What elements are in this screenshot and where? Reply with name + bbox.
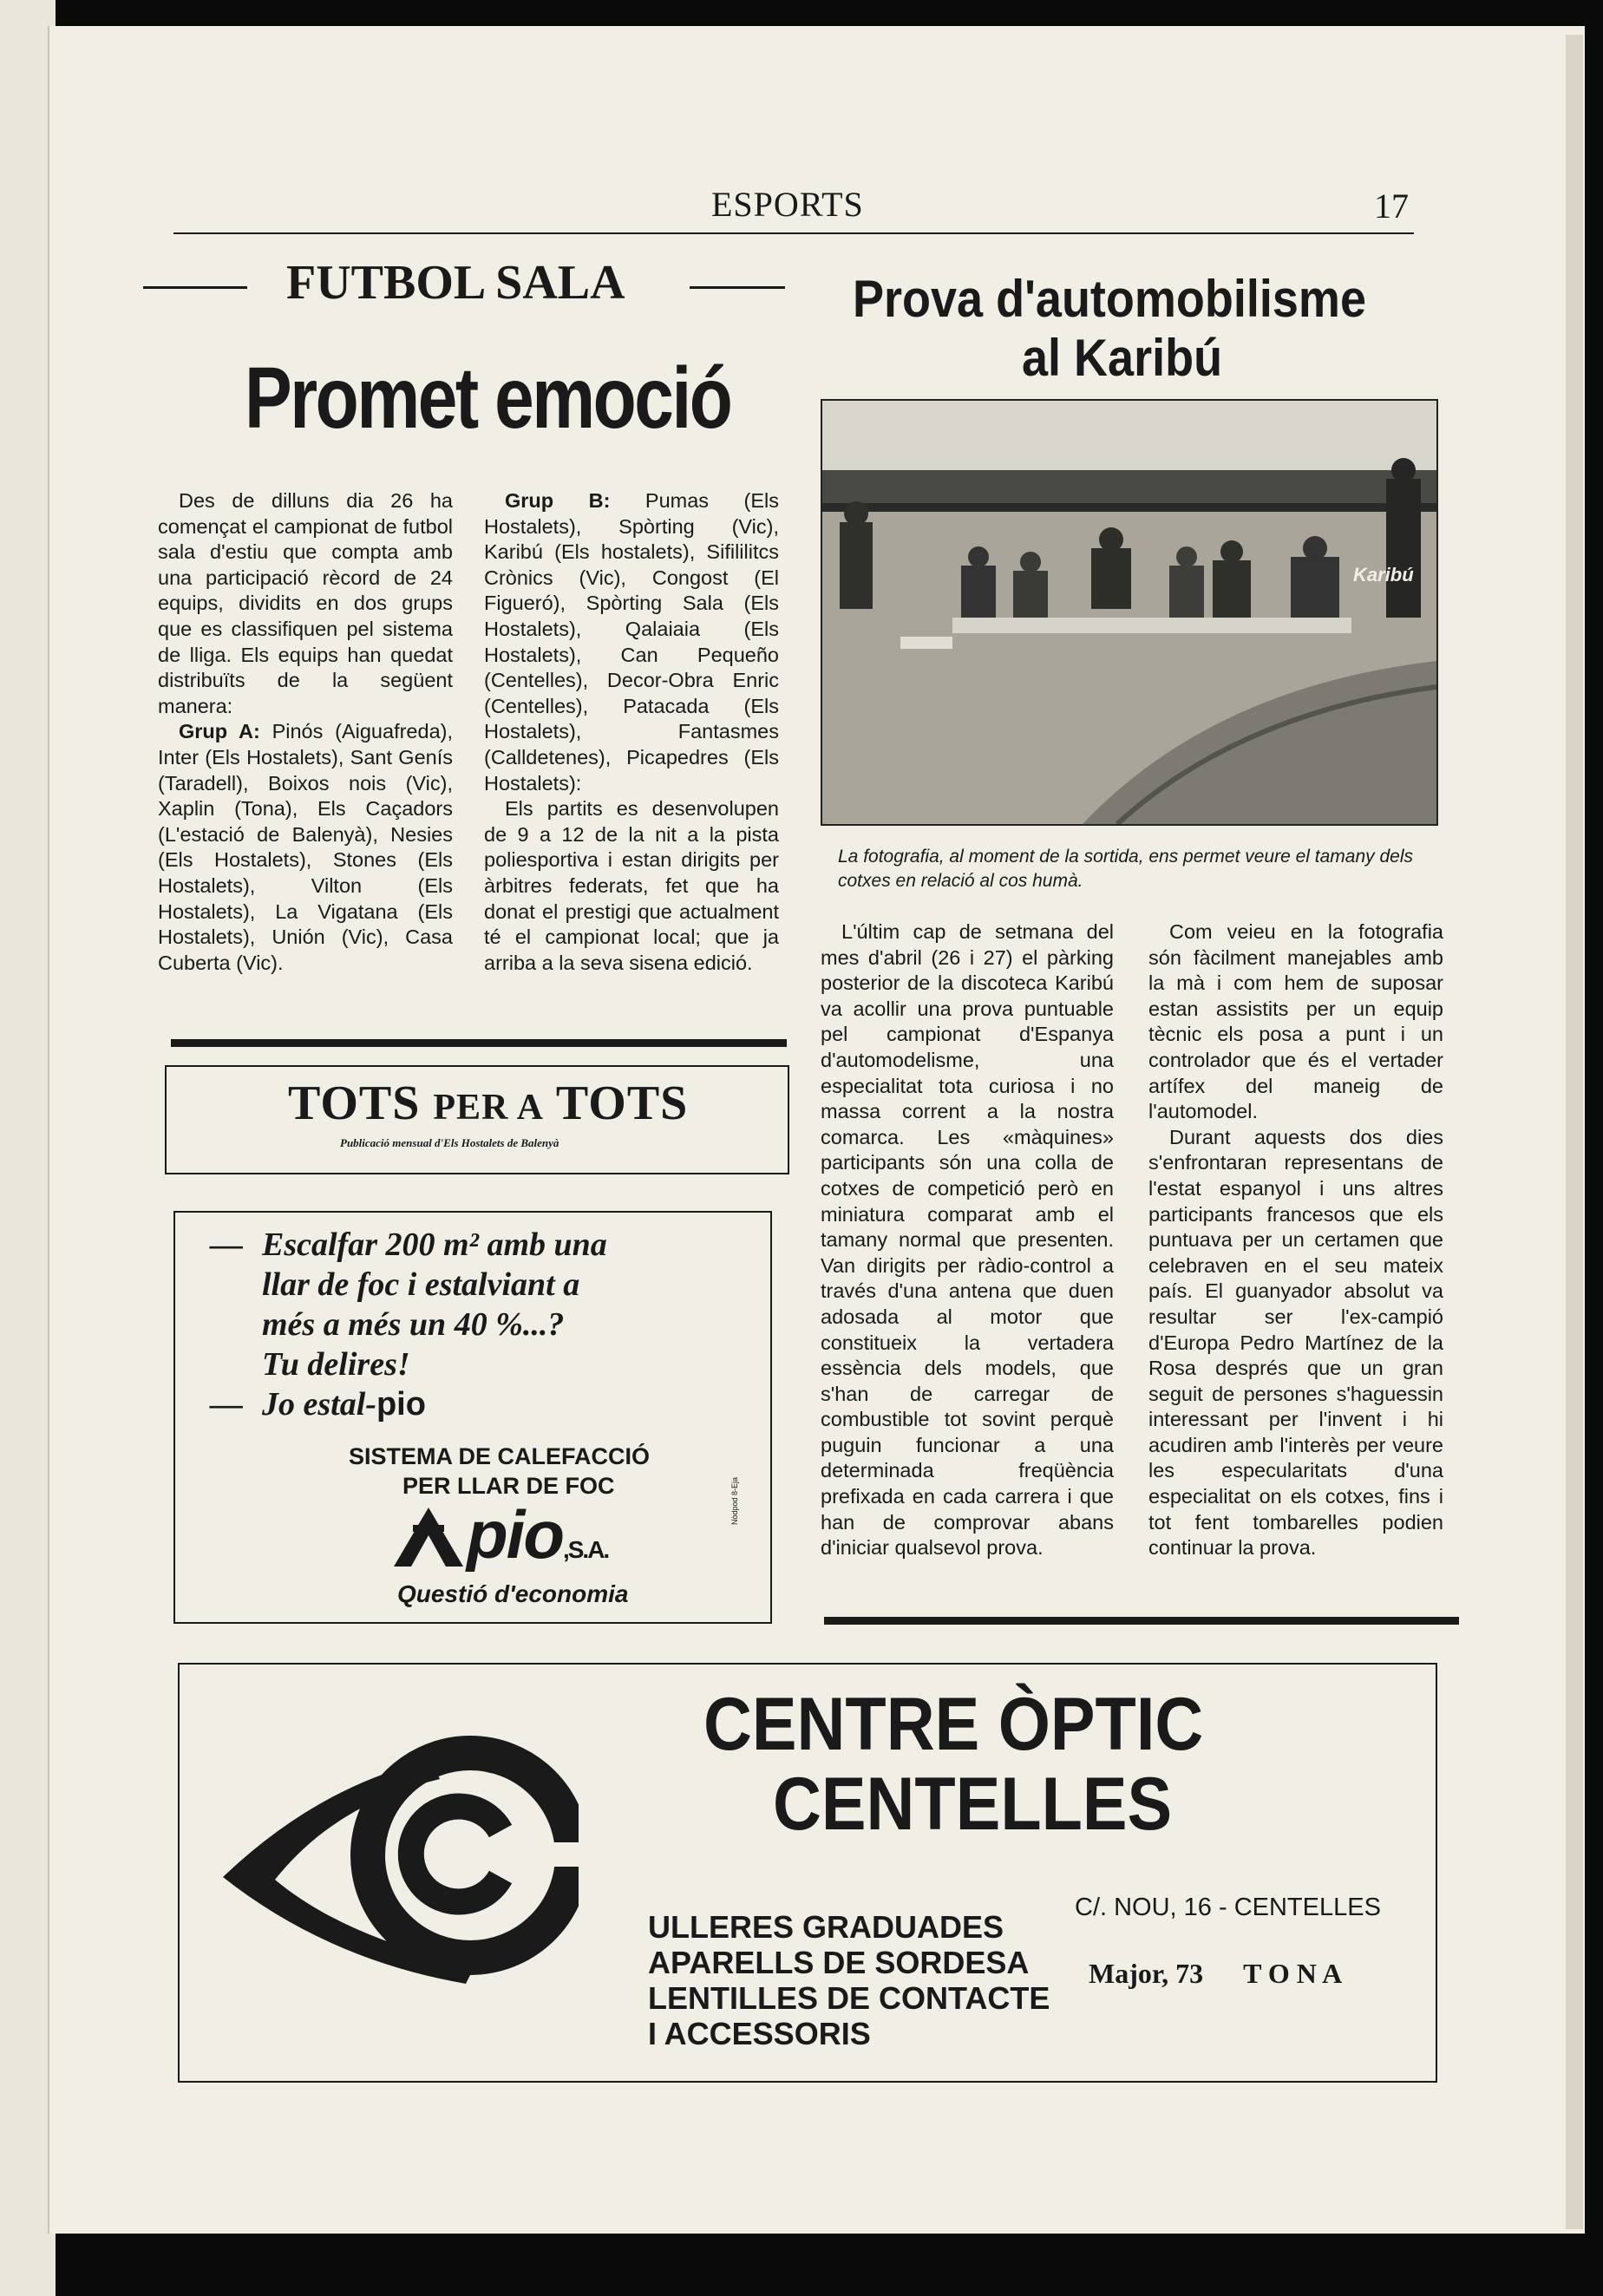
right-col1-paragraph: L'últim cap de setmana del mes d'abril (26 i 27) el pàrking posterior de la discoteca Karibú va acollir una prova puntuable pel campionat d'Espanya d'automodelisme, una especialitat tota curiosa i no massa corrent a la nostra comarca. Les «màquines» participants són una colla de cotxes de competició però en miniatura comparat amb el tamany normal que presenten. Van dirigits per ràdio-control a través d'una antena que duen adosada al motor que constitueix la vertadera essència dels models, que s'han de carregar de combustible tot sovint perquè puguin funcionar a una determinada freqüència prefixada en cada carrera i que han de comprovar abans d'iniciar qualsevol prova. [821,920,1114,1560]
pio-ad [173,1211,772,1624]
optic-address-1: C/. NOU, 16 - CENTELLES [1075,1894,1381,1921]
optic-service-3: LENTILLES DE CONTACTE [648,1980,1050,2016]
article-kicker: FUTBOL SALA [286,256,625,310]
tots-title [288,1076,688,1131]
race-photo [821,399,1438,826]
pio-slogan-line3: més a més un 40 %...? [262,1306,565,1343]
tots-subtitle: Publicació mensual d'Els Hostalets de Balenyà [340,1136,559,1149]
left-article-col1 [158,488,453,976]
pio-system-line1: SISTEMA DE CALEFACCIÓ [349,1443,651,1469]
eye-logo-icon [214,1734,579,1985]
optic-address-2: Major, 73 T O N A [1089,1958,1343,1989]
left-section-rule [171,1039,787,1047]
right-col2-paragraph2: Durant aquests dos dies s'enfrontaran representans de l'estat espanyol i uns altres participants francesos que els puntuava per un certamen que celebraven en el seu mateix país. El guanyador absolut va resultar ser l'ex-campió d'Europa Pedro Martínez de la Rosa després que un gran seguit de persones s'haguessin interessant per l'invent i hi acudiren amb l'interès per veure les especularitats d'una especialitat on els cotxes, fins i tot fent tombarelles podien continuar la prova. [1148,1125,1443,1560]
race-photo-drawing [822,401,1436,824]
optic-ad [178,1663,1437,2083]
kicker-rule-left [143,286,247,289]
section-title: ESPORTS [711,185,864,224]
pio-logo-text: pio,S.A. [467,1496,609,1573]
right-headline-line1: Prova d'automobilisme [853,270,1366,328]
schedule-paragraph: Els partits es desenvolupen de 9 a 12 de la nit a la pista poliesportiva i estan dirigits per àrbitres federats, fet que ha donat el prestigi que actualment té el campionat local; que ja arriba a la seva sisena edició. [484,797,779,974]
pio-slogan [210,1225,607,1424]
tots-title-b: PER A [433,1088,544,1128]
right-section-rule [824,1617,1459,1625]
tots-title-a: TOTS [288,1076,421,1130]
optic-name-line1: CENTRE ÒPTIC [703,1683,1204,1766]
optic-name-line2: CENTELLES [773,1763,1173,1846]
group-a-teams: Pinós (Aiguafreda), Inter (Els Hostalets), Sant Genís (Taradell), Boixos nois (Vic), Xaplin (Tona), Els Caçadors (L'estació de Balenyà), Nesies (Els Hostalets), Stones (Els Hostalets), Vilton (Els Hostalets), La Vigatana (Els Hostalets), Unión (Vic), Casa Cuberta (Vic). [158,720,453,974]
tots-ad [165,1065,789,1174]
optic-service-1: ULLERES GRADUADES [648,1909,1004,1945]
right-col2-paragraph1: Com veieu en la fotografia són fàcilment manejables amb la mà i com hem de suposar estan assistits per un equip tècnic els posa a punt i un controlador que és el vertader artífex del maneig de l'automodel. [1148,920,1443,1123]
optic-service-4: I ACCESSORIS [648,2016,871,2051]
pio-tagline: Questió d'economia [397,1580,629,1607]
article-headline: Promet emoció [245,350,731,447]
left-article-col2 [484,488,779,976]
pio-side-note: Nòdpod 8-Eja [730,1476,739,1525]
header-rule [173,232,1414,234]
page-number: 17 [1374,186,1409,226]
photo-caption: La fotografia, al moment de la sortida, ens permet veure el tamany dels cotxes en relació al cos humà. [838,847,1414,891]
right-article-col1 [821,919,1114,1561]
tots-title-c: TOTS [555,1076,689,1130]
photo-sign: Karibú [1353,564,1414,585]
page-stack-edge [1566,35,1583,2229]
left-intro-paragraph: Des de dilluns dia 26 ha començat el campionat de futbol sala d'estiu que compta amb una participació rècord de 24 equips, dividits en dos grups que es classifiquen pel sistema de lliga. Els equips han quedat distribuïts de la següent manera: [158,489,453,717]
group-b-teams: Pumas (Els Hostalets), Spòrting (Vic), Karibú (Els hostalets), Sifililitcs Crònics (Vic), Congost (El Figueró), Spòrting Sala (Els Hostalets), Qalaiaia (Els Hostalets), Can Pequeño (Centelles), Decor-Obra Enric (Centelles), Patacada (Els Hostalets), Fantasmes (Calldetenes), Picapedres (Els Hostalets): [484,489,779,795]
group-b-label: Grup B: [505,489,611,512]
optic-services [648,1909,1050,2051]
group-b-paragraph [484,488,779,796]
right-headline-line2: al Karibú [1022,329,1223,387]
pio-slogan-line2: llar de foc i estalviant a [262,1266,580,1303]
group-a-label: Grup A: [179,720,260,743]
pio-slogan-line4: Tu delires! [262,1346,410,1383]
group-a-paragraph [158,719,453,976]
pio-slogan-line1: — Escalfar 200 m² amb una [210,1226,607,1263]
right-article-col2 [1148,919,1443,1561]
optic-service-2: APARELLS DE SORDESA [648,1945,1030,1980]
pio-logo-icon [394,1508,463,1567]
pio-slogan-line5: — Jo estal-pio [210,1386,426,1423]
kicker-rule-right [690,286,785,289]
pio-system-line2: PER LLAR DE FOC [402,1473,615,1499]
